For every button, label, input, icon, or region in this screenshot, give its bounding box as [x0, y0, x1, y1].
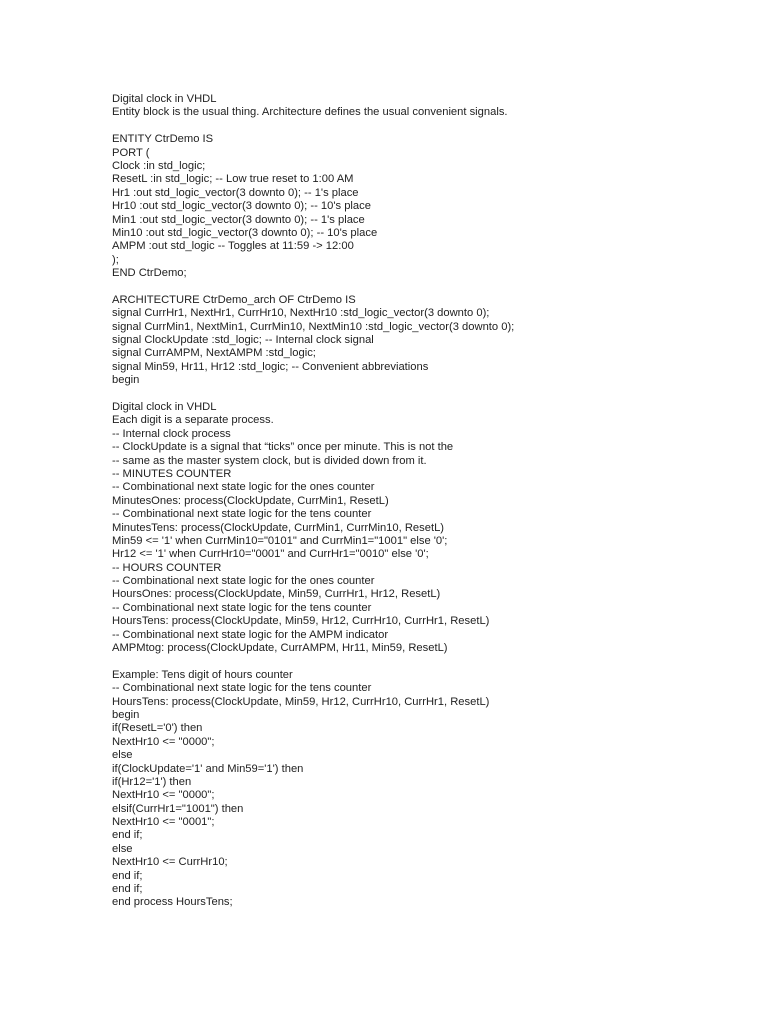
text-line: -- MINUTES COUNTER — [112, 467, 232, 480]
text-line: MinutesOnes: process(ClockUpdate, CurrMin1, ResetL) — [112, 494, 389, 507]
text-line: ); — [112, 253, 119, 266]
text-line: NextHr10 <= "0000"; — [112, 735, 215, 748]
text-line: if(ClockUpdate='1' and Min59='1') then — [112, 762, 304, 775]
text-line: Digital clock in VHDL — [112, 400, 217, 413]
text-line: Clock :in std_logic; — [112, 159, 206, 172]
text-line: signal CurrHr1, NextHr1, CurrHr10, NextHr10 :std_logic_vector(3 downto 0); — [112, 307, 490, 320]
text-line: HoursTens: process(ClockUpdate, Min59, Hr12, CurrHr10, CurrHr1, ResetL) — [112, 615, 490, 628]
text-line: Hr10 :out std_logic_vector(3 downto 0); -- 10's place — [112, 200, 371, 213]
text-section — [112, 93, 752, 120]
text-section — [112, 401, 752, 655]
text-line: -- Combinational next state logic for the ones counter — [112, 575, 375, 588]
text-line: -- ClockUpdate is a signal that “ticks” once per minute. This is not the — [112, 441, 454, 454]
text-line: ARCHITECTURE CtrDemo_arch OF CtrDemo IS — [112, 293, 356, 306]
text-line: NextHr10 <= "0001"; — [112, 816, 215, 829]
text-line: elsif(CurrHr1="1001") then — [112, 802, 244, 815]
text-line: AMPMtog: process(ClockUpdate, CurrAMPM, Hr11, Min59, ResetL) — [112, 642, 448, 655]
text-line: end if; — [112, 883, 143, 896]
paragraph-gap — [112, 655, 752, 668]
text-line: -- Combinational next state logic for the ones counter — [112, 481, 375, 494]
text-section — [112, 294, 752, 388]
paragraph-gap — [112, 280, 752, 293]
text-line: if(ResetL='0') then — [112, 722, 203, 735]
text-line: Min59 <= '1' when CurrMin10="0101" and CurrMin1="1001" else '0'; — [112, 534, 448, 547]
text-line: signal Min59, Hr11, Hr12 :std_logic; -- Convenient abbreviations — [112, 360, 429, 373]
text-line: MinutesTens: process(ClockUpdate, CurrMin1, CurrMin10, ResetL) — [112, 521, 445, 534]
text-line: Hr12 <= '1' when CurrHr10="0001" and CurrHr1="0010" else '0'; — [112, 548, 429, 561]
text-line: begin — [112, 374, 140, 387]
text-line: AMPM :out std_logic -- Toggles at 11:59 -> 12:00 — [112, 240, 354, 253]
text-line: Each digit is a separate process. — [112, 414, 274, 427]
text-line: -- Combinational next state logic for the tens counter — [112, 508, 372, 521]
text-line: Min1 :out std_logic_vector(3 downto 0); -- 1's place — [112, 213, 365, 226]
text-line: -- Combinational next state logic for the tens counter — [112, 601, 372, 614]
text-line: HoursOnes: process(ClockUpdate, Min59, CurrHr1, Hr12, ResetL) — [112, 588, 441, 601]
text-line: Hr1 :out std_logic_vector(3 downto 0); -- 1's place — [112, 186, 359, 199]
text-line: Example: Tens digit of hours counter — [112, 668, 293, 681]
text-line: -- HOURS COUNTER — [112, 561, 222, 574]
text-line: signal ClockUpdate :std_logic; -- Internal clock signal — [112, 334, 374, 347]
text-line: -- same as the master system clock, but is divided down from it. — [112, 454, 427, 467]
text-line: if(Hr12='1') then — [112, 775, 192, 788]
text-line: -- Combinational next state logic for the AMPM indicator — [112, 628, 389, 641]
text-line: Entity block is the usual thing. Architecture defines the usual convenient signals. — [112, 106, 508, 119]
text-line: begin — [112, 708, 140, 721]
document-page — [112, 93, 752, 910]
text-line: NextHr10 <= "0000"; — [112, 789, 215, 802]
text-line: ENTITY CtrDemo IS — [112, 133, 214, 146]
paragraph-gap — [112, 388, 752, 401]
text-line: -- Combinational next state logic for the tens counter — [112, 682, 372, 695]
text-line: ResetL :in std_logic; -- Low true reset to 1:00 AM — [112, 173, 354, 186]
text-line: end if; — [112, 869, 143, 882]
text-line: PORT ( — [112, 146, 150, 159]
text-line: HoursTens: process(ClockUpdate, Min59, Hr12, CurrHr10, CurrHr1, ResetL) — [112, 695, 490, 708]
text-line: Digital clock in VHDL — [112, 93, 217, 105]
text-section — [112, 669, 752, 910]
text-line: -- Internal clock process — [112, 427, 231, 440]
text-line: end if; — [112, 829, 143, 842]
text-line: else — [112, 842, 133, 855]
text-line: NextHr10 <= CurrHr10; — [112, 856, 228, 869]
text-section — [112, 133, 752, 280]
text-line: signal CurrAMPM, NextAMPM :std_logic; — [112, 347, 316, 360]
text-line: else — [112, 749, 133, 762]
text-line: END CtrDemo; — [112, 267, 187, 280]
text-line: end process HoursTens; — [112, 896, 233, 909]
text-line: Min10 :out std_logic_vector(3 downto 0); -- 10's place — [112, 226, 378, 239]
document-body — [112, 93, 752, 910]
paragraph-gap — [112, 120, 752, 133]
text-line: signal CurrMin1, NextMin1, CurrMin10, NextMin10 :std_logic_vector(3 downto 0); — [112, 320, 515, 333]
